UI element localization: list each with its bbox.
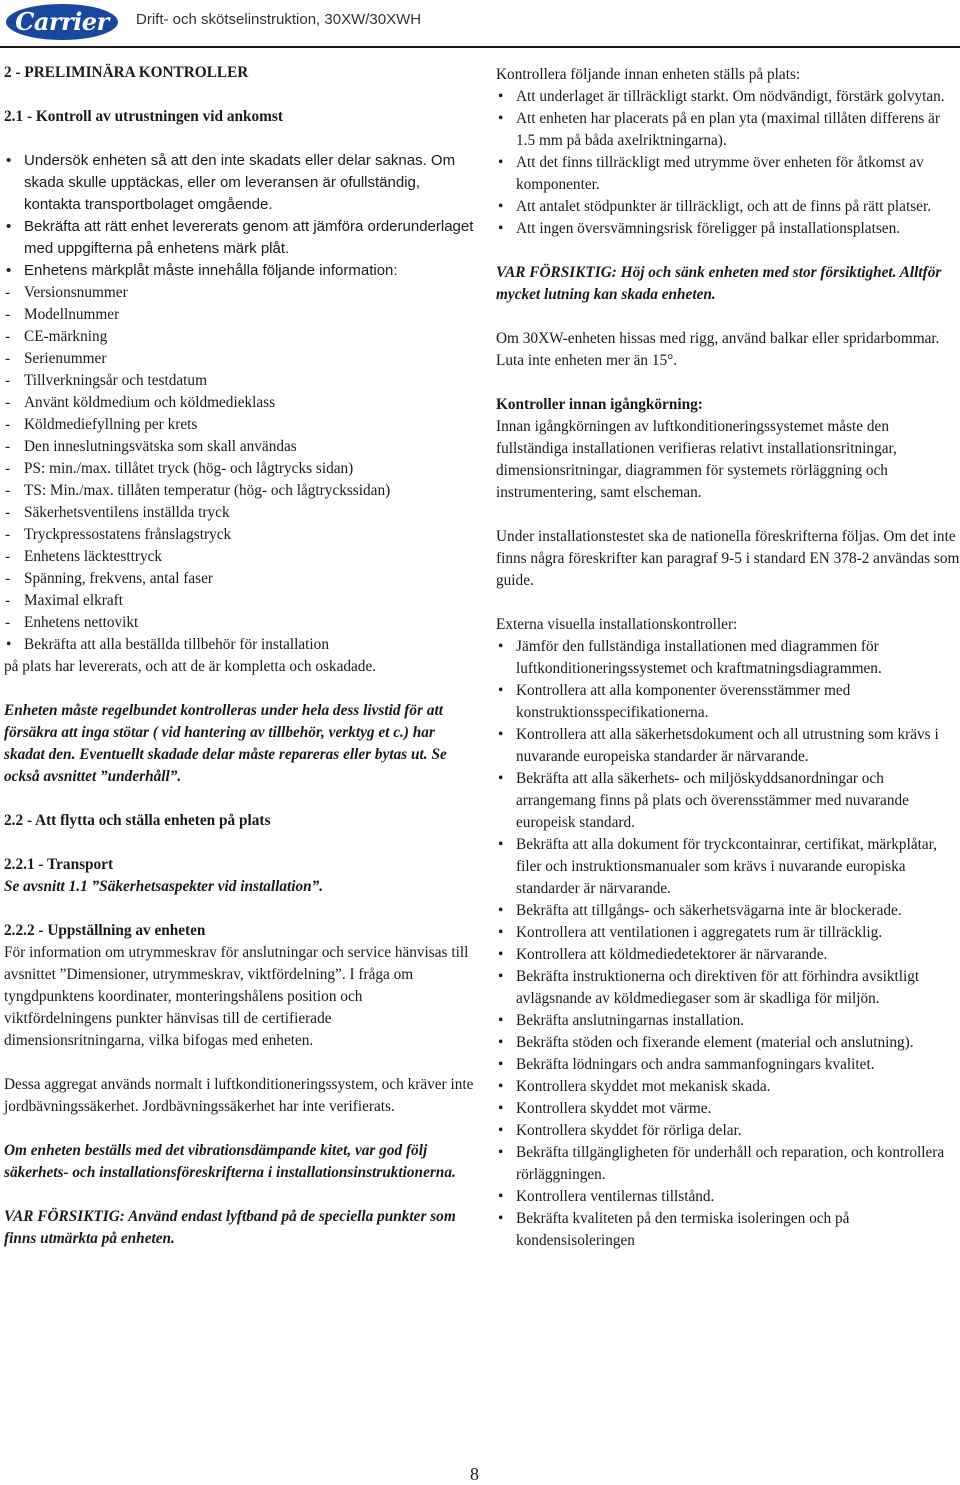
list-item: - CE-märkning	[4, 326, 474, 348]
list-item: • Bekräfta kvaliteten på den termiska isoleringen och på kondensisoleringen	[496, 1208, 960, 1252]
list-item: • Bekräfta anslutningarnas installation.	[496, 1010, 960, 1032]
list-item: • Undersök enheten så att den inte skadats eller delar saknas. Om skada skulle upptäckas, eller om leveransen är ofullständig, kontakta transportbolaget omgående.	[4, 150, 474, 216]
list-item: - Modellnummer	[4, 304, 474, 326]
list-item: • Att ingen översvämningsrisk föreligger på installationsplatsen.	[496, 218, 960, 240]
list-item: - Säkerhetsventilens inställda tryck	[4, 502, 474, 524]
list-item: - Versionsnummer	[4, 282, 474, 304]
arrival-bullet-list	[4, 150, 474, 282]
right-column	[496, 64, 960, 1252]
page-number: 8	[470, 1464, 479, 1484]
placement-body: För information om utrymmeskrav för anslutningar och service hänvisas till avsnittet ”Dimensioner, utrymmeskrav, viktfördelning”. I fråga om tyngdpunktens koordinater, monteringshålens position och viktfördelningens punkter hänvisas till de certifierade dimensionsritningarna, vilka bifogas med enheten.	[4, 944, 469, 1049]
list-item: • Kontrollera skyddet för rörliga delar.	[496, 1120, 960, 1142]
list-item: • Bekräfta instruktionerna och direktiven för att förhindra avsiktligt avlägsnande av köldmediegaser som är skadliga för miljön.	[496, 966, 960, 1010]
list-item: • Bekräfta att alla dokument för tryckcontainrar, certifikat, märkplåtar, filer och instruktionsmanualer som krävs i nuvarande europiska standarder är närvarande.	[496, 834, 960, 900]
list-item: - Enhetens nettovikt	[4, 612, 474, 634]
regulations-note: Under installationstestet ska de nationella föreskrifterna följas. Om det inte finns några föreskrifter kan paragraf 9-5 i standard EN 378-2 användas som guide.	[496, 528, 960, 589]
list-item: • Bekräfta tillgängligheten för underhåll och reparation, och kontrollera rörläggningen.	[496, 1142, 960, 1186]
left-column	[4, 62, 474, 1250]
external-checks-intro: Externa visuella installationskontroller:	[496, 616, 738, 633]
accessory-continuation: på plats har levererats, och att de är kompletta och oskadade.	[4, 658, 377, 675]
nameplate-list	[4, 282, 474, 634]
list-item: • Kontrollera att alla komponenter överensstämmer med konstruktionsspecifikationerna.	[496, 680, 960, 724]
hoisting-caution: VAR FÖRSIKTIG: Höj och sänk enheten med stor försiktighet. Alltför mycket lutning kan skada enheten.	[496, 264, 942, 303]
list-item: • Bekräfta att rätt enhet levererats genom att jämföra orderunderlaget med uppgifterna på enhetens märk plåt.	[4, 216, 474, 260]
vibration-kit-note: Om enheten beställs med det vibrationsdämpande kitet, var god följ säkerhets- och installationsföreskrifterna i installationsinstruktionerna.	[4, 1142, 456, 1181]
subsection-title-placement: 2.2.2 - Uppställning av enheten	[4, 922, 206, 939]
list-item: • Kontrollera att ventilationen i aggregatets rum är tillräcklig.	[496, 922, 960, 944]
precommission-body: Innan igångkörningen av luftkonditioneringssystemet måste den fullständiga installationen verifieras relativt installationsritningar, dimensionsritningar, diagrammen för systemets rörläggning och instrumentering, samt elscheman.	[496, 418, 897, 501]
list-item: • Kontrollera att köldmediedetektorer är närvarande.	[496, 944, 960, 966]
carrier-logo	[6, 4, 118, 40]
list-item: • Kontrollera att alla säkerhetsdokument och all utrustning som krävs i nuvarande europeiska standarder är närvarande.	[496, 724, 960, 768]
list-item: - Köldmediefyllning per krets	[4, 414, 474, 436]
list-item: - TS: Min./max. tillåten temperatur (hög- och lågtryckssidan)	[4, 480, 474, 502]
document-title: Drift- och skötselinstruktion, 30XW/30XWH	[136, 11, 422, 28]
list-item: • Kontrollera skyddet mot mekanisk skada.	[496, 1076, 960, 1098]
list-item: • Kontrollera ventilernas tillstånd.	[496, 1186, 960, 1208]
list-item: - Tryckpressostatens frånslagstryck	[4, 524, 474, 546]
external-check-list	[496, 636, 960, 1252]
site-check-intro: Kontrollera följande innan enheten ställs på plats:	[496, 66, 801, 83]
header-divider	[0, 46, 960, 48]
site-check-list	[496, 86, 960, 240]
rigging-note: Om 30XW-enheten hissas med rigg, använd balkar eller spridarbommar. Luta inte enheten mer än 15°.	[496, 330, 940, 369]
list-item: • Enhetens märkplåt måste innehålla följande information:	[4, 260, 474, 282]
inspection-warning: Enheten måste regelbundet kontrolleras under hela dess livstid för att försäkra att inga stötar ( vid hantering av tillbehör, verktyg et c.) har skadat den. Eventuellt skadade delar måste repareras eller bytas ut. Se också avsnittet ”underhåll”.	[4, 702, 447, 785]
list-item: - Den inneslutningsvätska som skall användas	[4, 436, 474, 458]
lifting-caution: VAR FÖRSIKTIG: Använd endast lyftband på de speciella punkter som finns utmärkta på enheten.	[4, 1208, 456, 1247]
list-item: • Bekräfta lödningars och andra sammanfogningars kvalitet.	[496, 1054, 960, 1076]
logo-text: Carrier	[15, 7, 109, 36]
subsection-title-moving: 2.2 - Att flytta och ställa enheten på plats	[4, 812, 271, 829]
list-item: • Att antalet stödpunkter är tillräckligt, och att de finns på rätt platser.	[496, 196, 960, 218]
list-item: • Att underlaget är tillräckligt starkt. Om nödvändigt, förstärk golvytan.	[496, 86, 960, 108]
list-item: - Serienummer	[4, 348, 474, 370]
list-item: - Tillverkningsår och testdatum	[4, 370, 474, 392]
list-item: - Spänning, frekvens, antal faser	[4, 568, 474, 590]
seismic-note: Dessa aggregat används normalt i luftkonditioneringssystem, och kräver inte jordbävningssäkerhet. Jordbävningssäkerhet har inte verifierats.	[4, 1076, 474, 1115]
list-item: - Enhetens läcktesttryck	[4, 546, 474, 568]
subsection-title-arrival: 2.1 - Kontroll av utrustningen vid ankomst	[4, 108, 283, 125]
list-item: • Jämför den fullständiga installationen med diagrammen för luftkonditioneringssystemet och kraftmatningsdiagrammen.	[496, 636, 960, 680]
section-title: 2 - PRELIMINÄRA KONTROLLER	[4, 64, 249, 81]
list-item: • Bekräfta stöden och fixerande element (material och anslutning).	[496, 1032, 960, 1054]
list-item: • Att det finns tillräckligt med utrymme över enheten för åtkomst av komponenter.	[496, 152, 960, 196]
accessory-bullet-list	[4, 634, 474, 656]
list-item: • Bekräfta att alla beställda tillbehör för installation	[4, 634, 474, 656]
precommission-title: Kontroller innan igångkörning:	[496, 396, 703, 413]
page-header	[0, 0, 960, 44]
list-item: • Kontrollera skyddet mot värme.	[496, 1098, 960, 1120]
list-item: • Bekräfta att tillgångs- och säkerhetsvägarna inte är blockerade.	[496, 900, 960, 922]
transport-reference: Se avsnitt 1.1 ”Säkerhetsaspekter vid installation”.	[4, 878, 324, 895]
list-item: - Maximal elkraft	[4, 590, 474, 612]
list-item: - PS: min./max. tillåtet tryck (hög- och lågtrycks sidan)	[4, 458, 474, 480]
list-item: - Använt köldmedium och köldmedieklass	[4, 392, 474, 414]
list-item: • Att enheten har placerats på en plan yta (maximal tillåten differens är 1.5 mm på båda axelriktningarna).	[496, 108, 960, 152]
list-item: • Bekräfta att alla säkerhets- och miljöskyddsanordningar och arrangemang finns på plats och överensstämmer med nuvarande europeisk standard.	[496, 768, 960, 834]
subsection-title-transport: 2.2.1 - Transport	[4, 856, 114, 873]
